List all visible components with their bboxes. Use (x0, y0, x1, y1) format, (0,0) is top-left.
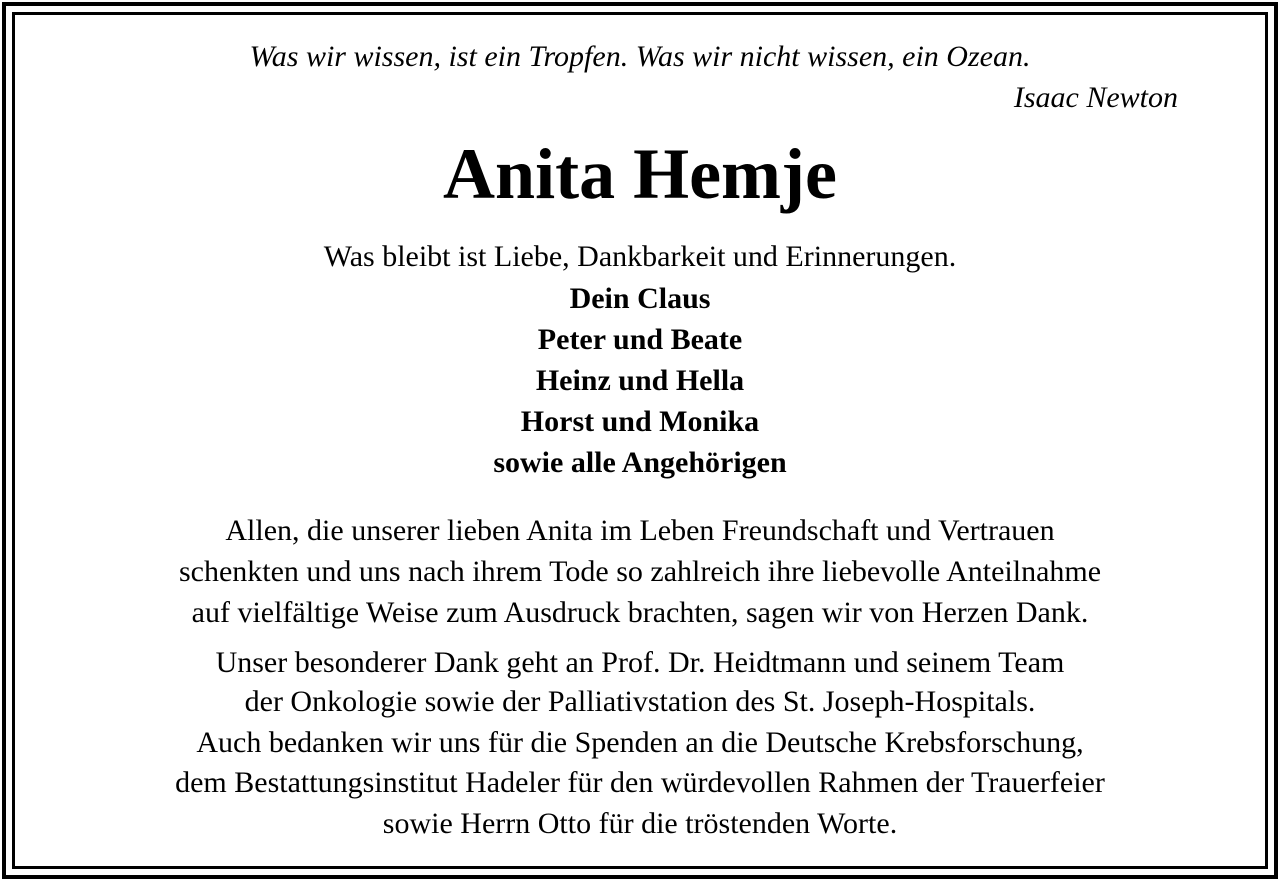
memorial-phrase: Was bleibt ist Liebe, Dankbarkeit und Erinnerungen. (323, 240, 957, 273)
signer-line: Horst und Monika (520, 405, 760, 438)
signer-line: Peter und Beate (537, 323, 743, 356)
special-thanks-line: sowie Herrn Otto für die tröstenden Worte. (382, 807, 898, 840)
thanks-line: schenkten und uns nach ihrem Tode so zahlreich ihre liebevolle Anteilnahme (178, 555, 1102, 588)
signer-line: sowie alle Angehörigen (493, 446, 787, 479)
special-thanks-line: Unser besonderer Dank geht an Prof. Dr. Heidtmann und seinem Team (215, 646, 1065, 679)
obituary-notice (15, 15, 1265, 866)
epigraph-quote: Was wir wissen, ist ein Tropfen. Was wir nicht wissen, ein Ozean. (249, 40, 1031, 73)
signer-line: Dein Claus (569, 282, 711, 315)
epigraph-author: Isaac Newton (1013, 81, 1178, 114)
signer-line: Heinz und Hella (535, 364, 745, 397)
special-thanks-line: der Onkologie sowie der Palliativstation des St. Joseph-Hospitals. (244, 685, 1036, 718)
deceased-name: Anita Hemje (443, 134, 837, 214)
thanks-line: auf vielfältige Weise zum Ausdruck brachten, sagen wir von Herzen Dank. (191, 596, 1089, 629)
special-thanks-line: dem Bestattungsinstitut Hadeler für den würdevollen Rahmen der Trauerfeier (175, 766, 1105, 799)
thanks-line: Allen, die unserer lieben Anita im Leben Freundschaft und Vertrauen (225, 514, 1055, 547)
special-thanks-line: Auch bedanken wir uns für die Spenden an die Deutsche Krebsforschung, (196, 726, 1084, 759)
